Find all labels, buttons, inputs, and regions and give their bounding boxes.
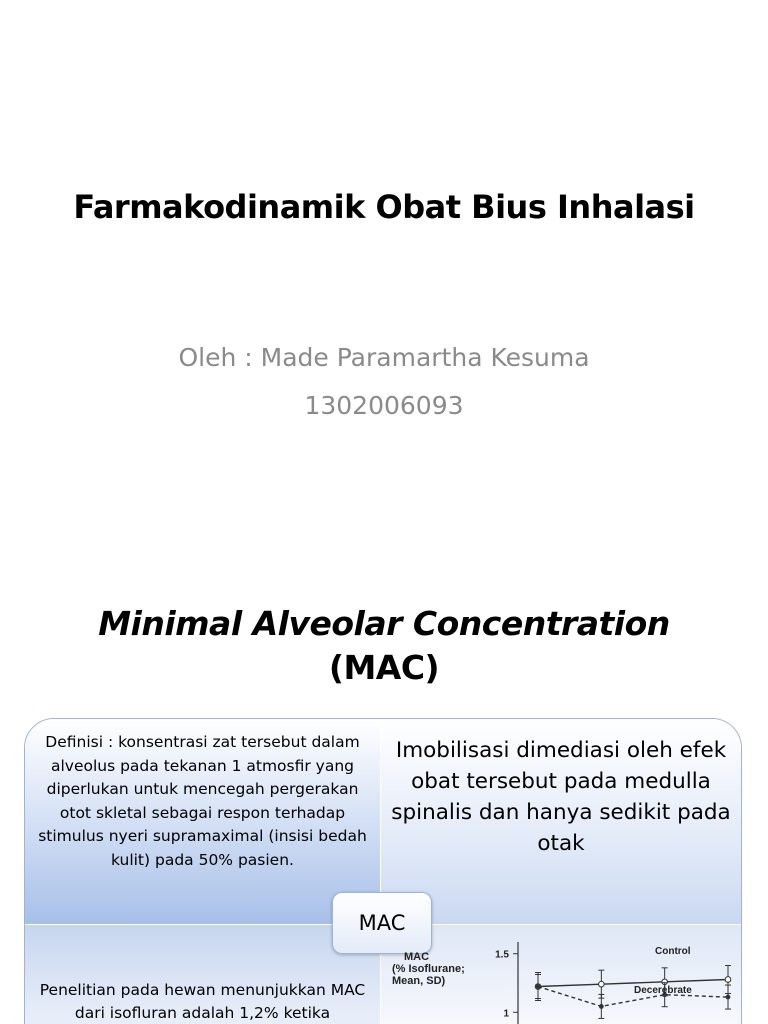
mac-chart bbox=[380, 930, 736, 1024]
legend-control: Control bbox=[655, 946, 691, 957]
chart-ytick-label: 1.5 bbox=[495, 949, 509, 961]
control-point bbox=[599, 981, 605, 987]
author-line: Oleh : Made Paramartha Kesuma bbox=[178, 343, 590, 372]
mac-slide-title bbox=[20, 602, 748, 690]
legend-decerebrate: Decerebrate bbox=[634, 985, 692, 996]
chart-ylabel-line: Mean, SD) bbox=[392, 975, 446, 987]
student-id: 1302006093 bbox=[304, 391, 464, 420]
decerebrate-point bbox=[726, 995, 731, 1000]
decerebrate-series-line bbox=[538, 987, 728, 1007]
chart-series bbox=[535, 965, 731, 1018]
chart-legend bbox=[634, 946, 692, 996]
control-series-line bbox=[538, 980, 728, 987]
mac-title-abbr: (MAC) bbox=[328, 648, 440, 687]
decerebrate-point bbox=[599, 1004, 604, 1009]
chart-ytick-label: 1 bbox=[503, 1008, 509, 1020]
definition-cell: Definisi : konsentrasi zat tersebut dalam alveolus pada tekanan 1 atmosfir yang diperlukan untuk mencegah pergerakan otot skletal sebagai respon terhadap stimulus nyeri supramaximal (insisi bedah kulit) pada 50% pasien. bbox=[25, 719, 381, 925]
slide-subtitle bbox=[20, 334, 748, 430]
mac-title-italic: Minimal Alveolar Concentration bbox=[98, 604, 670, 643]
research-cell: Penelitian pada hewan menunjukkan MAC dari isofluran adalah 1,2% ketika bbox=[25, 925, 381, 1024]
decerebrate-point bbox=[536, 984, 541, 989]
chart-ylabel-line: MAC bbox=[404, 951, 430, 963]
mac-slide bbox=[0, 576, 768, 1024]
chart-yticks bbox=[495, 950, 518, 1020]
chart-ylabel-line: (% Isoflurane; bbox=[392, 963, 465, 975]
mac-center-box: MAC bbox=[332, 892, 432, 954]
immobilization-cell: Imobilisasi dimediasi oleh efek obat tersebut pada medulla spinalis dan hanya sedikit pada otak bbox=[381, 719, 741, 925]
slide-title: Farmakodinamik Obat Bius Inhalasi bbox=[73, 188, 695, 226]
control-point bbox=[725, 977, 731, 983]
chart-ylabel bbox=[392, 951, 465, 987]
